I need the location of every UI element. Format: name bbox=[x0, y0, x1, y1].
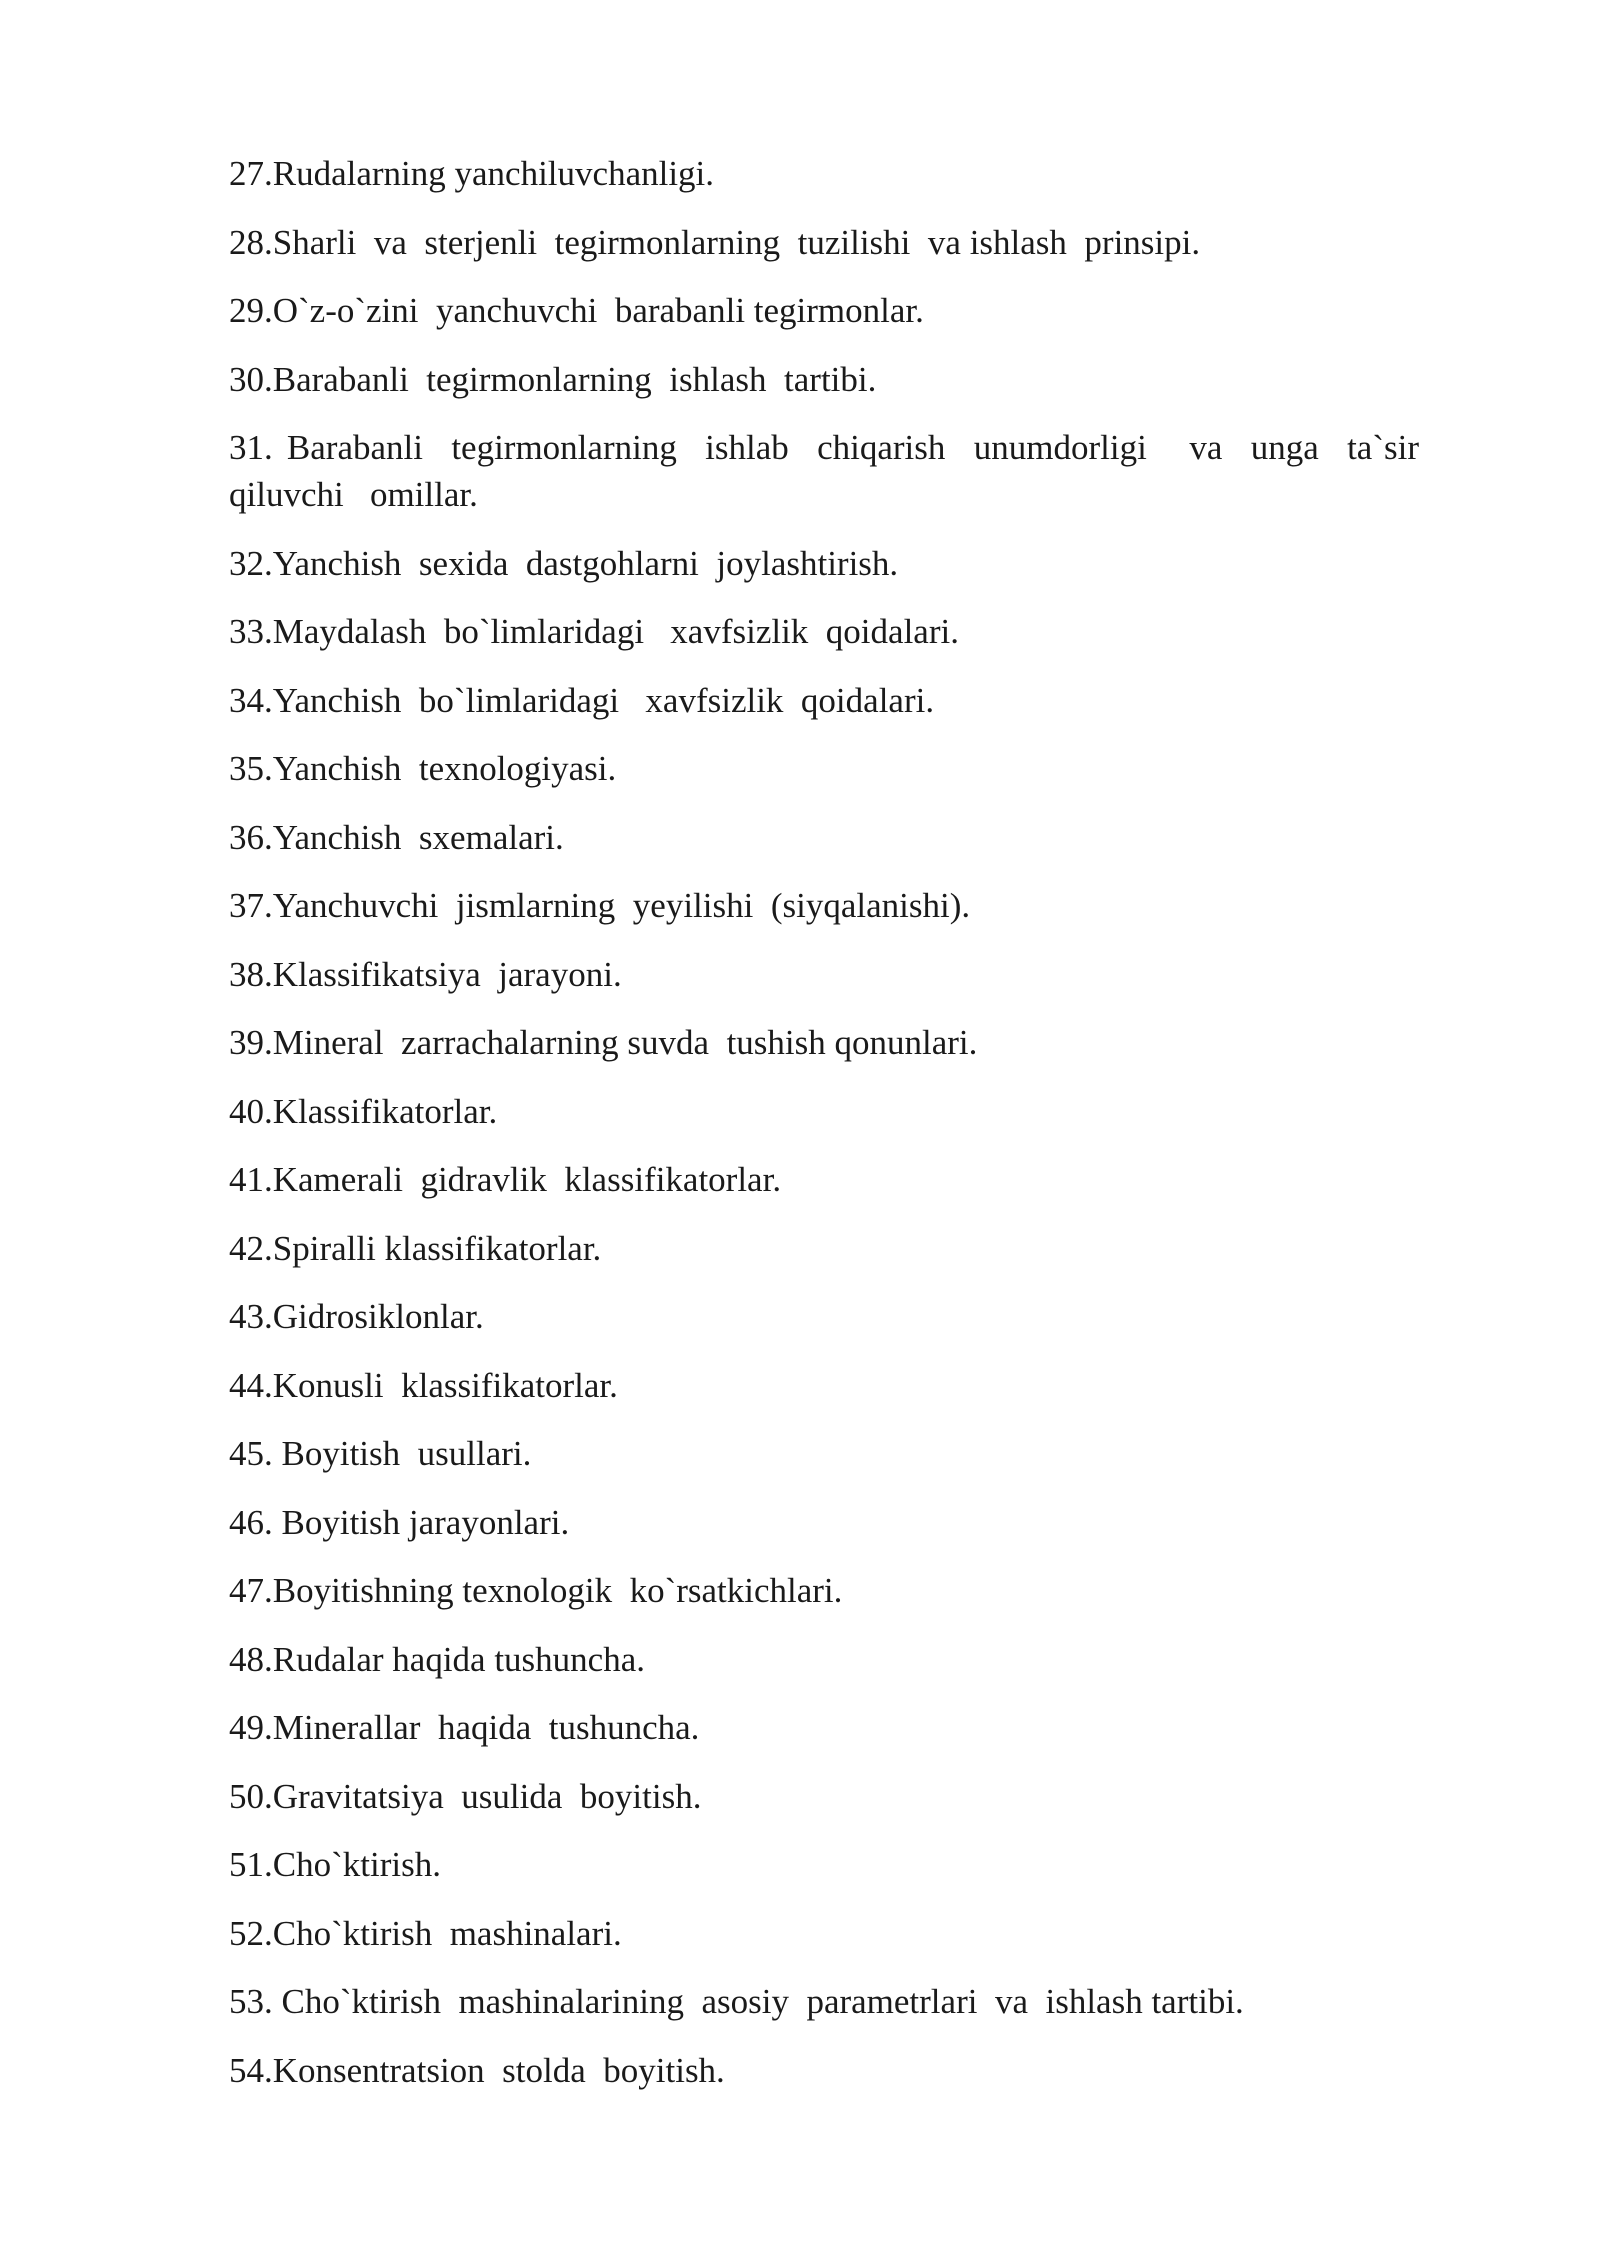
list-item: 39.Mineral zarrachalarning suvda tushish qonunlari. bbox=[229, 1023, 978, 1062]
list-item: 49.Minerallar haqida tushuncha. bbox=[229, 1708, 700, 1747]
list-item: 37.Yanchuvchi jismlarning yeyilishi (siyqalanishi). bbox=[229, 886, 971, 925]
list-item: 27.Rudalarning yanchiluvchanligi. bbox=[229, 154, 715, 193]
list-item: 54.Konsentratsion stolda boyitish. bbox=[229, 2050, 725, 2090]
list-item: 50.Gravitatsiya usulida boyitish. bbox=[229, 1776, 702, 1816]
list-item: 43.Gidrosiklonlar. bbox=[229, 1297, 484, 1336]
list-item: 48.Rudalar haqida tushuncha. bbox=[229, 1639, 646, 1679]
list-item: 32.Yanchish sexida dastgohlarni joylashtirish. bbox=[229, 543, 899, 583]
list-item: 33.Maydalash bo`limlaridagi xavfsizlik qoidalari. bbox=[229, 612, 959, 651]
list-item: 35.Yanchish texnologiyasi. bbox=[229, 749, 617, 788]
list-item: 52.Cho`ktirish mashinalari. bbox=[229, 1913, 622, 1953]
list-item: 29.O`z-o`zini yanchuvchi barabanli tegirmonlar. bbox=[229, 291, 924, 330]
list-item: 46. Boyitish jarayonlari. bbox=[229, 1502, 570, 1542]
list-item: 36.Yanchish sxemalari. bbox=[229, 817, 564, 857]
list-item: 51.Cho`ktirish. bbox=[229, 1845, 441, 1884]
list-item: 31. Barabanli tegirmonlarning ishlab chiqarish unumdorligi va unga ta`sir qiluvchi omillar. bbox=[229, 428, 1428, 514]
list-item: 41.Kamerali gidravlik klassifikatorlar. bbox=[229, 1160, 782, 1199]
list-item: 40.Klassifikatorlar. bbox=[229, 1091, 498, 1131]
list-item: 42.Spiralli klassifikatorlar. bbox=[229, 1228, 602, 1268]
list-item: 47.Boyitishning texnologik ko`rsatkichlari. bbox=[229, 1571, 843, 1610]
list-item: 28.Sharli va sterjenli tegirmonlarning tuzilishi va ishlash prinsipi. bbox=[229, 222, 1201, 262]
list-item: 45. Boyitish usullari. bbox=[229, 1434, 532, 1473]
list-item: 53. Cho`ktirish mashinalarining asosiy parametrlari va ishlash tartibi. bbox=[229, 1982, 1244, 2021]
list-item: 38.Klassifikatsiya jarayoni. bbox=[229, 954, 622, 994]
list-item: 44.Konusli klassifikatorlar. bbox=[229, 1365, 618, 1405]
question-list bbox=[229, 150, 1428, 2115]
list-item: 34.Yanchish bo`limlaridagi xavfsizlik qoidalari. bbox=[229, 680, 935, 720]
list-item: 30.Barabanli tegirmonlarning ishlash tartibi. bbox=[229, 359, 877, 399]
